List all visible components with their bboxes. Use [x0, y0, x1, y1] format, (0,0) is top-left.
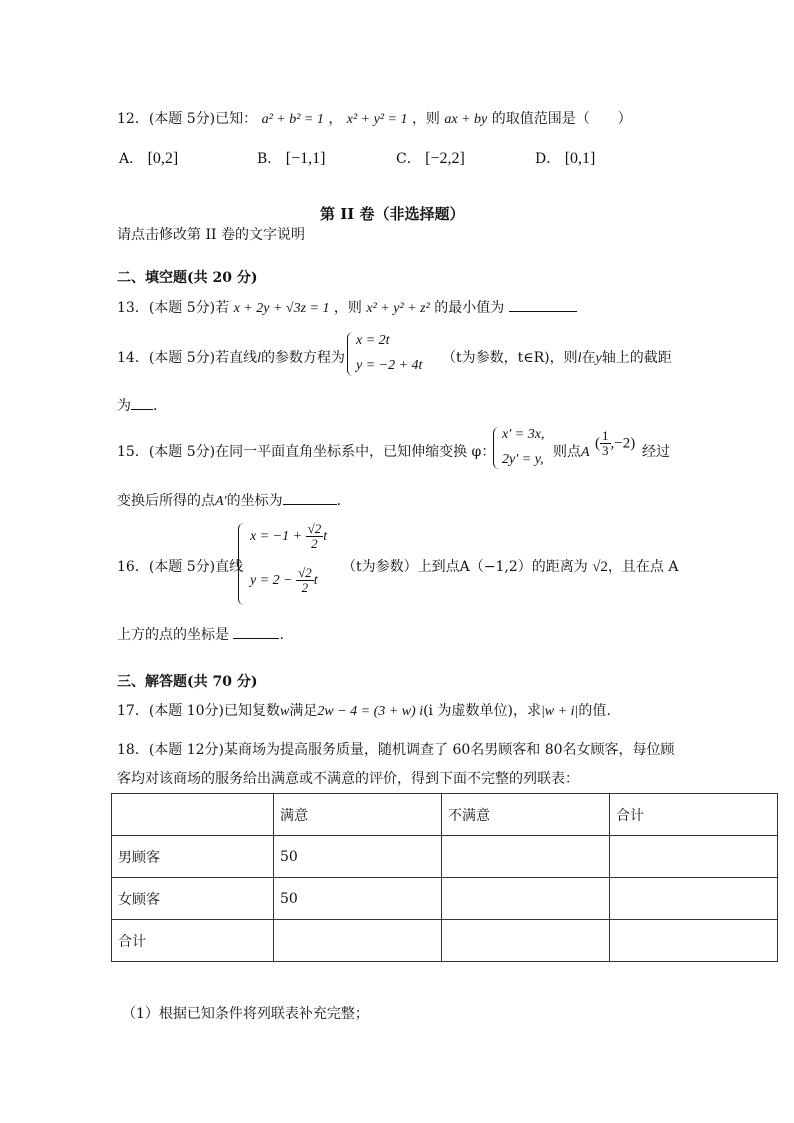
q14-cont-text: 为	[117, 398, 131, 414]
q14-brace	[347, 332, 354, 376]
table-header-cell: 不满意	[442, 794, 610, 836]
q15-prefix: 15．(本题 5分)在同一平面直角坐标系中，已知伸缩变换 φ：	[117, 444, 496, 460]
q13-eq: x + 2y + √3z = 1	[233, 301, 330, 316]
section-answer-title: 三、解答题(共 70 分)	[117, 674, 258, 690]
q15-coord: ( $\frac{1}{3}$ ,−2)	[595, 428, 636, 459]
table-row	[112, 920, 778, 962]
q12-mid: ，则	[411, 111, 440, 127]
q15-cont2-text: 的坐标为	[226, 493, 283, 509]
q12-option-a[interactable]	[119, 148, 178, 168]
q16-prefix: 16．(本题 5分)直线	[117, 559, 244, 575]
q12-option-d[interactable]	[535, 148, 595, 168]
table-cell[interactable]	[610, 878, 778, 920]
q14-axis: y	[595, 351, 602, 366]
q16-mid-text: （t为参数）上到点A（−1,2）的距离为	[342, 559, 588, 575]
q16-t: t	[313, 572, 318, 588]
table-cell[interactable]	[274, 920, 442, 962]
q14-end: ．	[153, 398, 167, 414]
q15-line1: x′ = 3x,	[502, 427, 545, 442]
q15-mid-text: 则点	[553, 444, 581, 460]
q17-tail: 的值.	[578, 703, 611, 719]
q16-mid	[342, 556, 678, 576]
q14-prefix: 14．(本题 5分)若直线	[117, 350, 258, 366]
option-value: [0,1]	[564, 150, 596, 167]
q12-stem	[117, 108, 632, 128]
q12-option-b[interactable]	[257, 148, 325, 168]
table-row	[112, 878, 778, 920]
q16-end: .	[279, 627, 284, 643]
option-value: [0,2]	[147, 150, 179, 167]
q17-stem	[117, 700, 611, 720]
q17-mid2: (i 为虚数单位)，求	[423, 703, 541, 719]
table-cell[interactable]	[610, 836, 778, 878]
option-label: C．	[396, 151, 421, 167]
table-cell[interactable]	[442, 878, 610, 920]
q14-line2: y = −2 + 4t	[356, 358, 423, 373]
table-row	[112, 836, 778, 878]
q16-dist: √2	[592, 559, 608, 575]
table-header-row	[112, 794, 778, 836]
q16-t: t	[323, 528, 328, 544]
table-cell: 50	[274, 878, 442, 920]
frac-num: 1	[602, 428, 609, 443]
option-value: [−2,2]	[425, 150, 465, 167]
part2-title: 第 II 卷（非选择题）	[320, 205, 465, 223]
frac-den: 2	[311, 536, 318, 552]
q15-mid	[553, 441, 590, 461]
q15-end: ．	[336, 493, 351, 509]
q16-brace	[238, 523, 247, 605]
q13-expr: x² + y² + z²	[366, 301, 430, 316]
q14-rest	[442, 347, 672, 367]
q16-line2-lhs: y = 2 −	[250, 572, 293, 588]
q17-mid: 满足	[289, 703, 318, 719]
q15-point2: A′	[215, 494, 227, 509]
table-cell[interactable]	[442, 836, 610, 878]
q16-cont-text: 上方的点的坐标是	[117, 627, 229, 643]
answer-blank[interactable]	[283, 492, 337, 505]
q16-line1-lhs: x = −1 +	[250, 528, 303, 544]
table-header-cell	[112, 794, 274, 836]
q15-brace	[493, 427, 500, 469]
q17-eq: 2w − 4 = (3 + w) i	[317, 704, 424, 719]
frac-num: √2	[307, 521, 322, 536]
q17-w: w	[280, 704, 290, 719]
q14-mid: 的参数方程为	[261, 350, 345, 366]
q17-abs: |w + i|	[540, 704, 579, 719]
q12-expr: ax + by	[444, 112, 488, 127]
q14-line1: x = 2t	[356, 333, 390, 348]
q18-line1: 18．(本题 12分)某商场为提高服务质量，随机调查了 60名男顾客和 80名女顾客，每位顾	[117, 742, 675, 758]
q14-tail: 在	[581, 350, 596, 366]
option-label: A．	[119, 151, 144, 167]
frac-den: 2	[301, 580, 309, 596]
q12-sep: ，	[328, 111, 343, 127]
q12-option-c[interactable]	[396, 148, 465, 168]
contingency-table	[111, 793, 778, 962]
section-fill-title: 二、填空题(共 20 分)	[117, 270, 258, 286]
option-label: B．	[257, 151, 282, 167]
answer-blank[interactable]	[233, 626, 279, 639]
q13-mid: ，则	[333, 300, 362, 316]
q12-prefix: 12．(本题 5分)已知：	[117, 111, 258, 127]
q18-sub1: （1）根据已知条件将列联表补充完整；	[122, 1006, 369, 1022]
q14-prefix-line	[117, 347, 345, 367]
q17-prefix: 17．(本题 10分)已知复数	[117, 703, 281, 719]
table-cell[interactable]	[610, 920, 778, 962]
q14-tail2: 轴上的截距	[601, 350, 672, 366]
q16-cont	[117, 624, 284, 644]
q13-tail: 的最小值为	[434, 300, 505, 316]
q12-cond1: a² + b² = 1	[261, 112, 324, 127]
q14-param: （t为参数，t∈R)，则	[442, 350, 578, 366]
q16-tail: ，且在点 A	[607, 559, 679, 575]
q15-cont-text: 变换后所得的点	[117, 493, 215, 509]
table-cell: 女顾客	[112, 878, 274, 920]
q16-line1	[250, 522, 327, 552]
table-cell: 男顾客	[112, 836, 274, 878]
table-cell: 合计	[112, 920, 274, 962]
q13-prefix: 13．(本题 5分)若	[117, 300, 230, 316]
table-cell: 50	[274, 836, 442, 878]
table-header-cell: 合计	[610, 794, 778, 836]
answer-blank[interactable]	[131, 397, 153, 410]
frac-num: √2	[298, 565, 312, 580]
table-cell[interactable]	[442, 920, 610, 962]
q14-cont	[117, 395, 167, 415]
q13-stem	[117, 297, 577, 317]
part2-note[interactable]: 请点击修改第 II 卷的文字说明	[117, 227, 305, 243]
q15-coord-tail: ,−2)	[610, 435, 636, 452]
q18-line2: 客均对该商场的服务给出满意或不满意的评价，得到下面不完整的列联表：	[117, 771, 579, 787]
q15-tail: 经过	[642, 444, 670, 460]
option-label: D．	[535, 151, 561, 167]
q15-cont	[117, 490, 351, 510]
q14-l2: l	[577, 351, 582, 366]
q12-tail: 的取值范围是（ ）	[491, 111, 632, 127]
q14-l: l	[257, 351, 261, 366]
table-header-cell: 满意	[274, 794, 442, 836]
answer-blank[interactable]	[509, 299, 577, 312]
q15-point: A	[581, 445, 590, 460]
frac-den: 3	[602, 443, 609, 459]
q12-cond2: x² + y² = 1	[346, 112, 408, 127]
option-value: [−1,1]	[285, 150, 326, 167]
q15-line2: 2y′ = y,	[502, 452, 544, 467]
q16-line2	[250, 566, 318, 596]
